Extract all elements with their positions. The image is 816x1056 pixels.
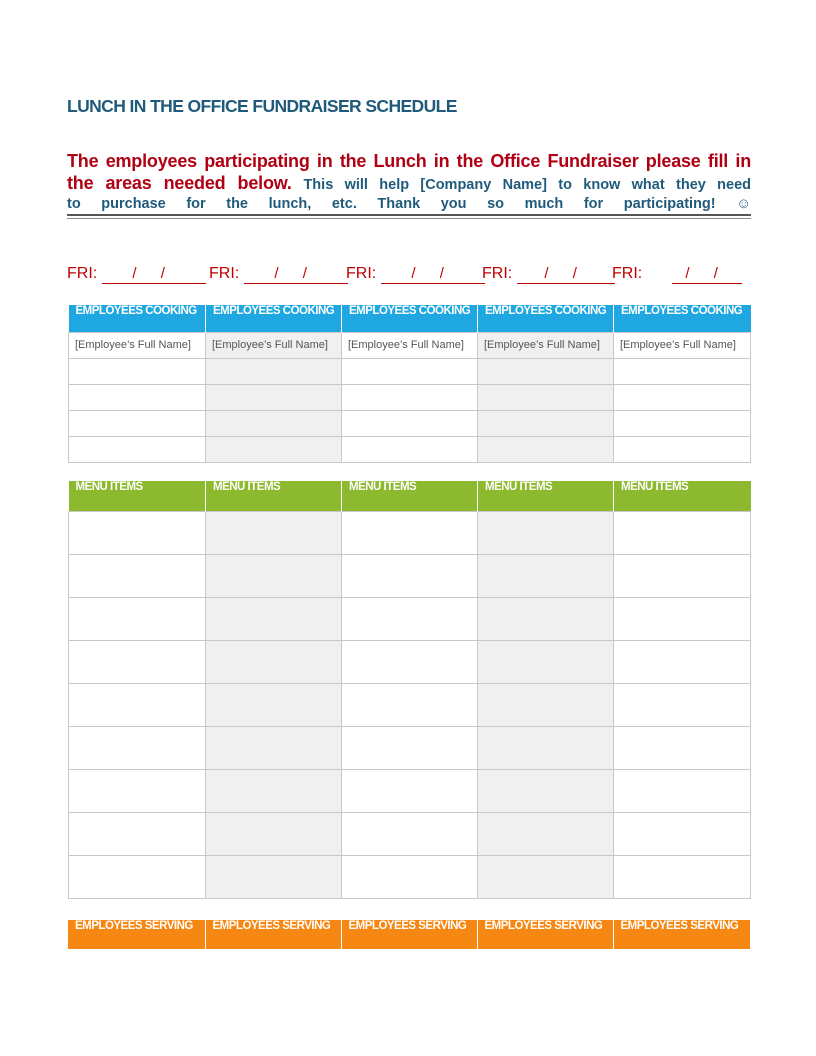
intro-line-2 [67,172,751,194]
date-field-3[interactable] [346,265,485,285]
table-cell[interactable] [206,436,342,462]
employees-serving-table [68,920,750,949]
column-header: MENU ITEMS [69,481,206,511]
date-blank[interactable]: / / [381,265,485,284]
table-cell[interactable] [478,769,614,812]
table-cell[interactable] [69,597,206,640]
table-cell[interactable] [206,384,342,410]
date-label: FRI: [482,265,513,282]
column-header: MENU ITEMS [206,481,342,511]
table-cell[interactable] [614,769,751,812]
table-cell[interactable] [342,855,478,898]
table-cell[interactable] [342,597,478,640]
menu-items-table [68,481,751,899]
date-field-1[interactable] [67,265,206,285]
table-cell[interactable] [206,511,342,554]
table-cell[interactable] [478,597,614,640]
date-field-2[interactable] [209,265,348,285]
table-row [69,332,751,358]
column-header: MENU ITEMS [478,481,614,511]
table-header-row [69,481,751,511]
table-cell[interactable] [342,511,478,554]
divider-thin [67,218,751,219]
table-cell[interactable] [206,640,342,683]
intro-line-1: The employees participating in the Lunch in the Office Fundraiser please fill in [67,151,751,171]
table-cell[interactable]: [Employee’s Full Name] [69,332,206,358]
table-row [69,769,751,812]
date-label: FRI: [612,265,643,282]
table-cell[interactable] [342,640,478,683]
employees-cooking-table [68,305,751,463]
table-cell[interactable] [69,358,206,384]
intro-line-3: to purchase for the lunch, etc. Thank you so much for participating! ☺ [67,196,751,212]
table-cell[interactable] [342,812,478,855]
table-cell[interactable] [69,683,206,726]
table-cell[interactable] [342,769,478,812]
column-header: EMPLOYEES COOKING [614,305,751,332]
divider-thick [67,214,751,216]
date-blank[interactable]: / / [672,265,742,284]
table-cell[interactable] [206,726,342,769]
table-cell[interactable] [478,640,614,683]
table-cell[interactable]: [Employee’s Full Name] [342,332,478,358]
table-cell[interactable] [614,384,751,410]
table-cell[interactable] [206,683,342,726]
table-cell[interactable] [614,640,751,683]
column-header: EMPLOYEES SERVING [205,920,341,949]
table-cell[interactable] [69,640,206,683]
table-cell[interactable] [342,410,478,436]
table-cell[interactable] [69,855,206,898]
table-cell[interactable] [206,410,342,436]
table-cell[interactable] [69,384,206,410]
column-header: MENU ITEMS [342,481,478,511]
date-field-4[interactable] [482,265,615,285]
table-cell[interactable] [342,358,478,384]
column-header: EMPLOYEES COOKING [206,305,342,332]
table-cell[interactable]: [Employee’s Full Name] [614,332,751,358]
date-field-5[interactable] [612,265,742,285]
table-cell[interactable] [478,683,614,726]
table-row [69,358,751,384]
intro-line-2-teal: This will help [Company Name] to know what they need [303,177,751,193]
table-cell[interactable] [69,511,206,554]
table-cell[interactable] [206,597,342,640]
table-row [69,640,751,683]
table-cell[interactable] [614,812,751,855]
table-cell[interactable] [69,436,206,462]
date-blank[interactable]: / / [102,265,206,284]
table-row [69,726,751,769]
table-row [69,410,751,436]
table-row [69,597,751,640]
table-cell[interactable]: [Employee’s Full Name] [206,332,342,358]
table-cell[interactable] [478,855,614,898]
table-cell[interactable] [206,358,342,384]
table-row [69,384,751,410]
table-cell[interactable] [478,384,614,410]
intro-line-2-red: the areas needed below. [67,173,292,193]
table-cell[interactable] [69,769,206,812]
table-row [69,511,751,554]
page-title: LUNCH IN THE OFFICE FUNDRAISER SCHEDULE [67,96,457,116]
column-header: EMPLOYEES SERVING [341,920,477,949]
table-cell[interactable] [206,769,342,812]
table-row [69,436,751,462]
table-cell[interactable] [614,597,751,640]
column-header: EMPLOYEES SERVING [68,920,205,949]
table-cell[interactable] [69,554,206,597]
column-header: EMPLOYEES SERVING [477,920,613,949]
table-cell[interactable] [342,683,478,726]
table-cell[interactable] [206,554,342,597]
table-cell[interactable] [614,511,751,554]
date-row [67,265,751,287]
table-cell[interactable] [614,855,751,898]
table-cell[interactable] [342,436,478,462]
table-cell[interactable] [614,726,751,769]
table-cell[interactable] [614,436,751,462]
date-label: FRI: [67,265,98,282]
table-cell[interactable] [478,554,614,597]
table-cell[interactable] [478,726,614,769]
table-cell[interactable] [69,812,206,855]
date-label: FRI: [346,265,377,282]
column-header: EMPLOYEES COOKING [69,305,206,332]
column-header: MENU ITEMS [614,481,751,511]
table-row [69,554,751,597]
column-header: EMPLOYEES COOKING [342,305,478,332]
date-label: FRI: [209,265,240,282]
table-cell[interactable] [69,726,206,769]
table-cell[interactable] [614,683,751,726]
table-cell[interactable] [478,812,614,855]
table-row [69,812,751,855]
table-row [69,683,751,726]
table-cell[interactable] [478,410,614,436]
intro-paragraph [67,150,751,214]
table-row [69,855,751,898]
date-blank[interactable]: / / [517,265,615,284]
table-cell[interactable] [342,554,478,597]
table-cell[interactable] [69,410,206,436]
table-cell[interactable] [614,410,751,436]
table-cell[interactable] [478,358,614,384]
date-blank[interactable]: / / [244,265,348,284]
table-cell[interactable] [342,384,478,410]
table-cell[interactable] [206,855,342,898]
column-header: EMPLOYEES COOKING [478,305,614,332]
table-cell[interactable] [342,726,478,769]
column-header: EMPLOYEES SERVING [613,920,750,949]
table-cell[interactable] [478,436,614,462]
table-cell[interactable] [478,511,614,554]
table-cell[interactable] [614,554,751,597]
table-cell[interactable]: [Employee’s Full Name] [478,332,614,358]
table-cell[interactable] [614,358,751,384]
table-header-row [68,920,750,949]
table-cell[interactable] [206,812,342,855]
table-header-row [69,305,751,332]
